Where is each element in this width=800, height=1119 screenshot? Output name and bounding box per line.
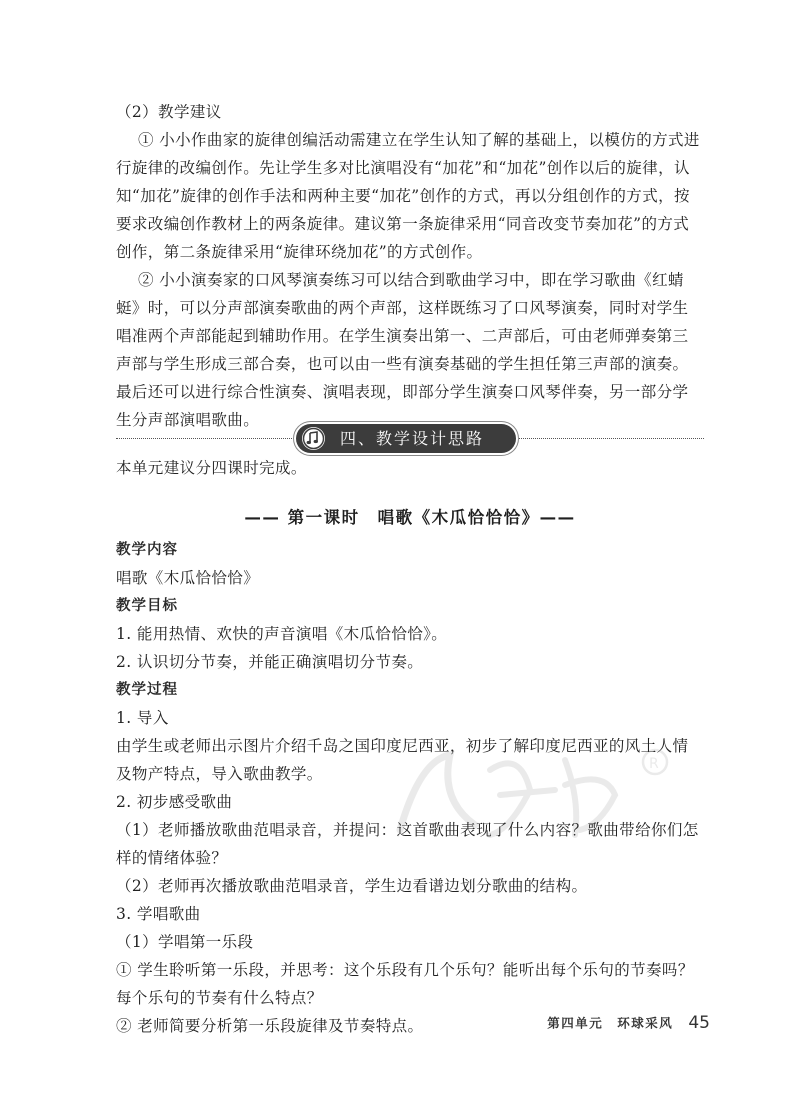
svg-text:R: R <box>649 756 659 772</box>
section-heading: （2）教学建议 <box>116 103 222 121</box>
step-heading: 3. 学唱歌曲 <box>116 905 201 923</box>
section-banner <box>116 424 704 454</box>
process-label: 教学过程 <box>116 682 178 698</box>
paragraph: 由学生或老师出示图片介绍千岛之国印度尼西亚，初步了解印度尼西亚的风土人情及物产特点，导入歌曲教学。 <box>116 737 689 783</box>
content-text: 唱歌《木瓜恰恰恰》 <box>116 569 260 587</box>
teaching-suggestions-section <box>116 98 704 434</box>
sub-step-heading: （1）学唱第一乐段 <box>116 933 254 951</box>
publisher-watermark <box>380 740 680 850</box>
page-number: 45 <box>688 1012 710 1033</box>
step-heading: 2. 初步感受歌曲 <box>116 793 233 811</box>
goal-item: 2. 认识切分节奏，并能正确演唱切分节奏。 <box>116 653 424 671</box>
paragraph: （1）老师播放歌曲范唱录音，并提问：这首歌曲表现了什么内容？歌曲带给你们怎样的情绪体验？ <box>116 821 699 867</box>
music-notes-icon <box>302 427 325 450</box>
goals-label: 教学目标 <box>116 598 178 614</box>
lesson-title: —— 第一课时 唱歌《木瓜恰恰恰》—— <box>244 508 576 527</box>
intro-text: 本单元建议分四课时完成。 <box>116 459 307 477</box>
paragraph: ② 老师简要分析第一乐段旋律及节奏特点。 <box>116 1017 424 1035</box>
unit-title: 第四单元 环球采风 <box>547 1015 674 1031</box>
intro-block <box>116 454 704 482</box>
goal-item: 1. 能用热情、欢快的声音演唱《木瓜恰恰恰》。 <box>116 625 448 643</box>
page-footer <box>547 1012 710 1033</box>
banner-title: 四、教学设计思路 <box>340 429 485 448</box>
paragraph: ① 学生聆听第一乐段，并思考：这个乐段有几个乐句？能听出每个乐句的节奏吗？每个乐句的节奏有什么特点？ <box>116 961 694 1007</box>
content-label: 教学内容 <box>116 542 178 558</box>
paragraph: ① 小小作曲家的旋律创编活动需建立在学生认知了解的基础上，以模仿的方式进行旋律的改编创作。先让学生多对比演唱没有“加花”和“加花”创作以后的旋律，认知“加花”旋律的创作手法和两种主要“加花”创作的方式，再以分组创作的方式，按要求改编创作教材上的两条旋律。建议第一条旋律采用“同音改变节奏加花”的方式创作，第二条旋律采用“旋律环绕加花”的方式创作。 <box>116 131 700 261</box>
step-heading: 1. 导入 <box>116 709 169 727</box>
paragraph: ② 小小演奏家的口风琴演奏练习可以结合到歌曲学习中，即在学习歌曲《红蜻蜓》时，可以分声部演奏歌曲的两个声部，这样既练习了口风琴演奏，同时对学生唱准两个声部能起到辅助作用。在学生演奏出第一、二声部后，可由老师弹奏第三声部与学生形成三部合奏，也可以由一些有演奏基础的学生担任第三声部的演奏。最后还可以进行综合性演奏、演唱表现，即部分学生演奏口风琴伴奏，另一部分学生分声部演唱歌曲。 <box>116 271 689 429</box>
paragraph: （2）老师再次播放歌曲范唱录音，学生边看谱边划分歌曲的结构。 <box>116 877 588 895</box>
banner-pill <box>296 424 516 453</box>
